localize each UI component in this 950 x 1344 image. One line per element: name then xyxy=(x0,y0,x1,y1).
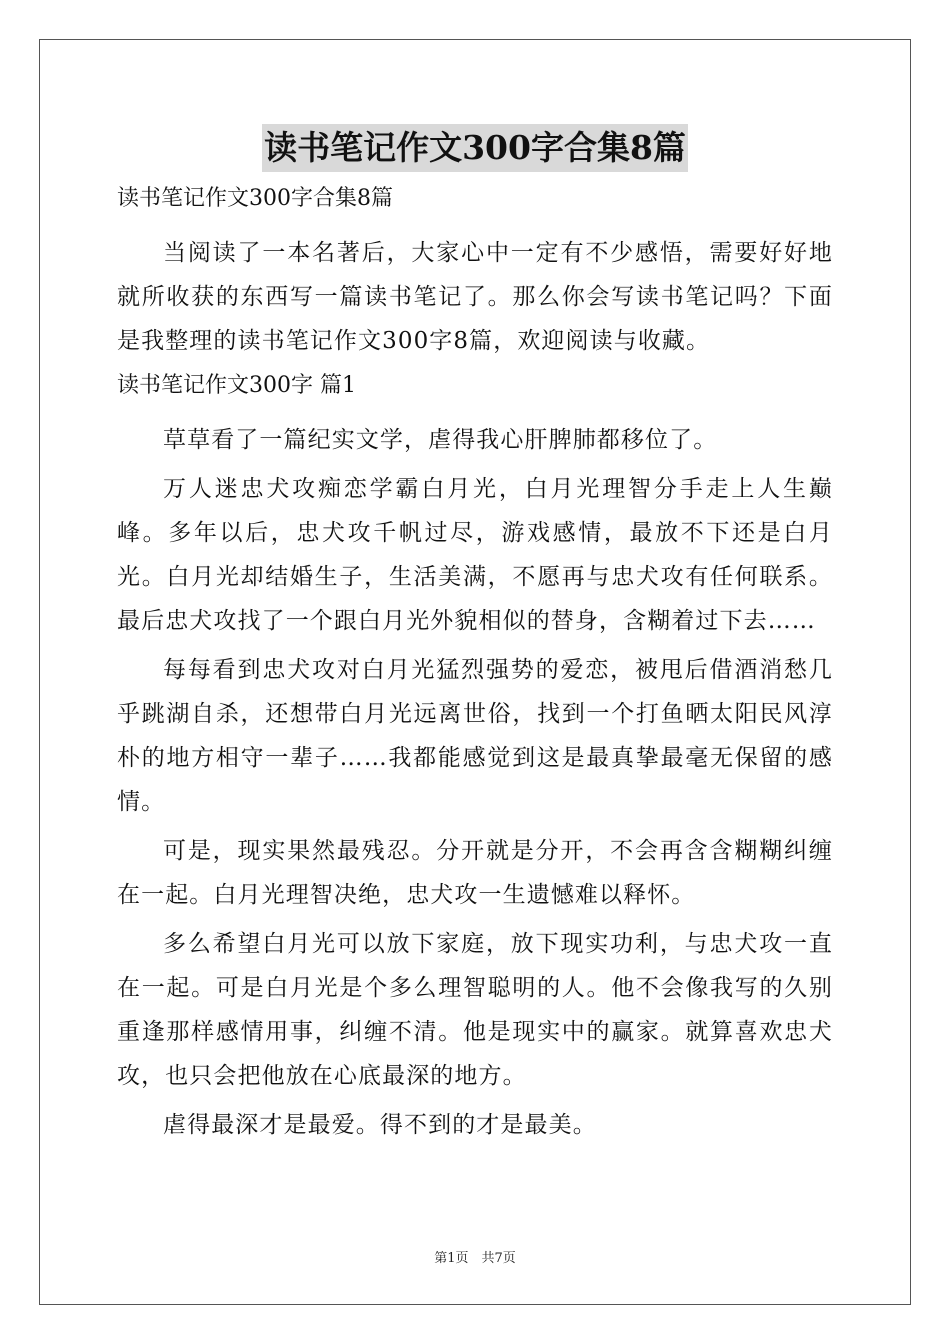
document-subtitle: 读书笔记作文300字合集8篇 xyxy=(117,186,393,211)
document-body xyxy=(117,181,833,1152)
body-paragraph: 草草看了一篇纪实文学，虐得我心肝脾肺都移位了。 xyxy=(163,427,718,453)
page-number-label: 第1页 共7页 xyxy=(434,1251,516,1266)
title-container xyxy=(0,124,950,172)
body-paragraph: 多么希望白月光可以放下家庭，放下现实功利，与忠犬攻一直在一起。可是白月光是个多么理智聪明的人。他不会像我写的久别重逢那样感情用事，纠缠不清。他是现实中的赢家。就算喜欢忠犬攻，也只会把他放在心底最深的地方。 xyxy=(117,931,833,1089)
body-paragraph: 可是，现实果然最残忍。分开就是分开，不会再含含糊糊纠缠在一起。白月光理智决绝，忠犬攻一生遗憾难以释怀。 xyxy=(117,838,833,908)
body-paragraph: 每每看到忠犬攻对白月光猛烈强势的爱恋，被甩后借酒消愁几乎跳湖自杀，还想带白月光远离世俗，找到一个打鱼晒太阳民风淳朴的地方相守一辈子……我都能感觉到这是最真挚最毫无保留的感情。 xyxy=(117,657,833,815)
section-heading: 读书笔记作文300字 篇1 xyxy=(117,373,356,398)
page-footer xyxy=(0,1247,950,1266)
intro-paragraph: 当阅读了一本名著后，大家心中一定有不少感悟，需要好好地就所收获的东西写一篇读书笔记了。那么你会写读书笔记吗？下面是我整理的读书笔记作文300字8篇，欢迎阅读与收藏。 xyxy=(117,240,833,354)
body-paragraph: 万人迷忠犬攻痴恋学霸白月光，白月光理智分手走上人生巅峰。多年以后，忠犬攻千帆过尽，游戏感情，最放不下还是白月光。白月光却结婚生子，生活美满，不愿再与忠犬攻有任何联系。最后忠犬攻找了一个跟白月光外貌相似的替身，含糊着过下去…… xyxy=(117,476,833,634)
document-title: 读书笔记作文300字合集8篇 xyxy=(262,124,688,172)
body-paragraph: 虐得最深才是最爱。得不到的才是最美。 xyxy=(163,1112,597,1138)
